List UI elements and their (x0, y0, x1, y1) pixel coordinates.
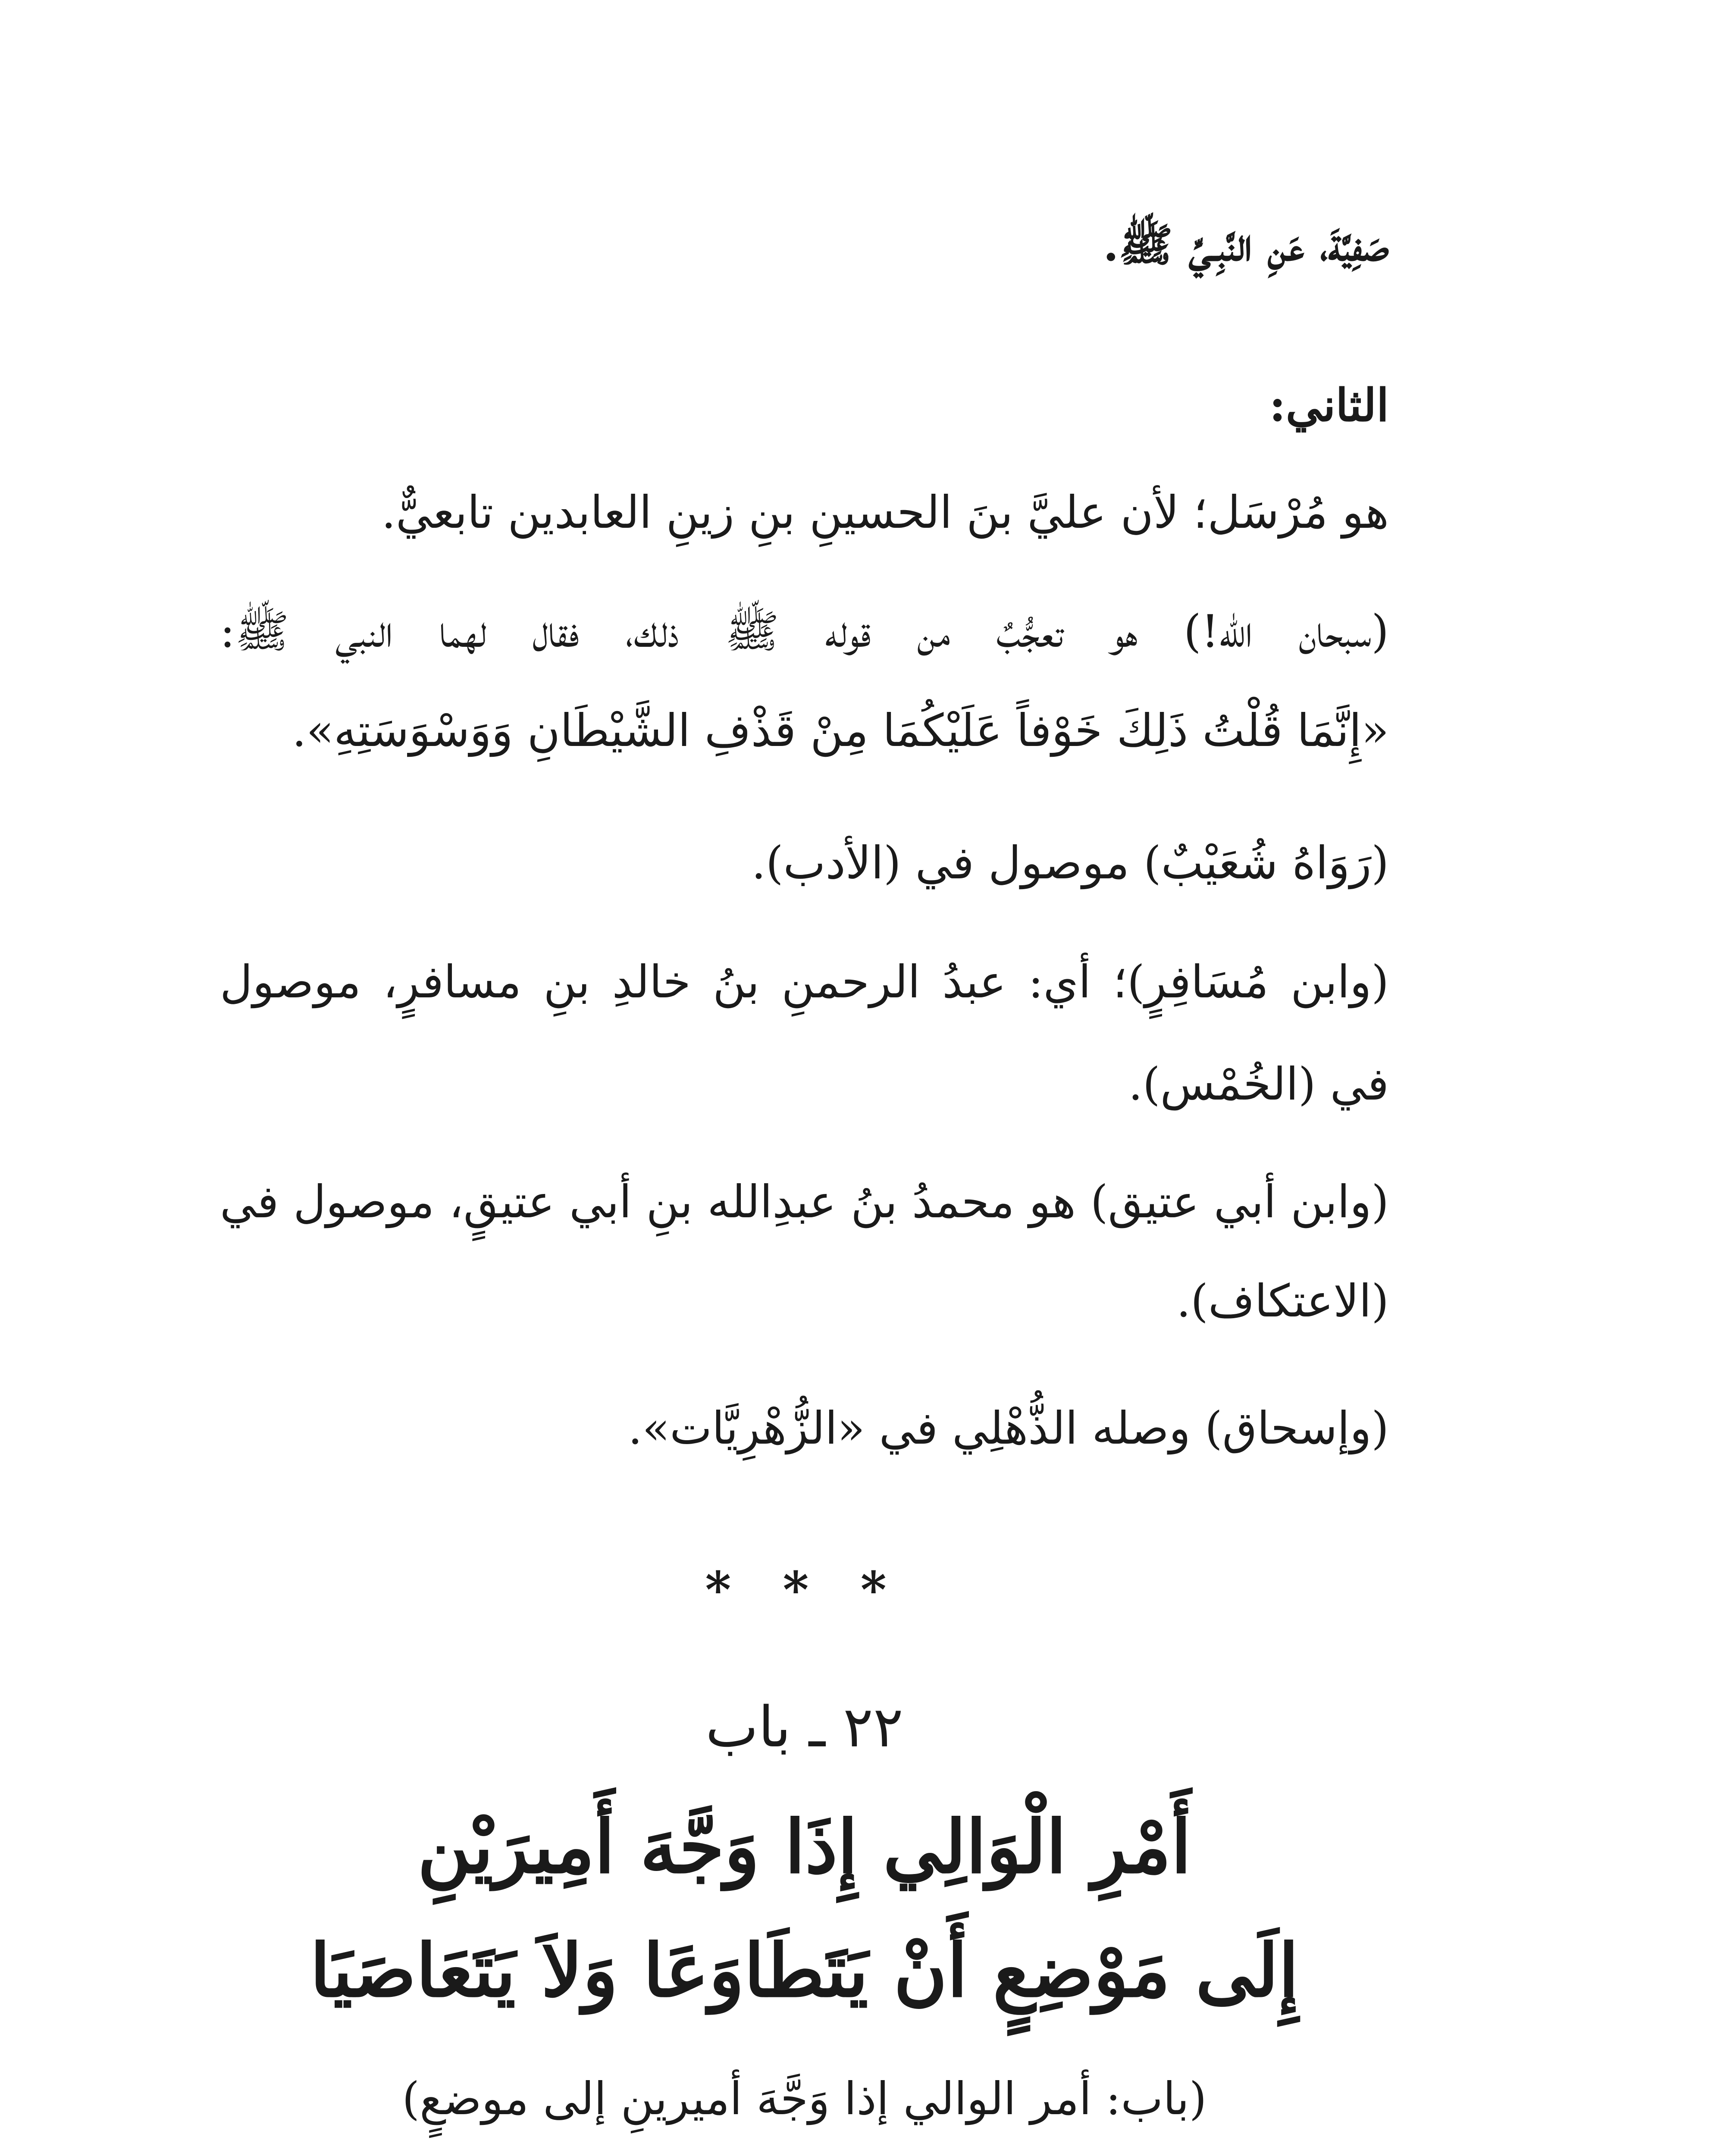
commentary-line: في (الخُمْس). (1128, 1058, 1389, 1110)
section-label-second: الثاني: (1269, 379, 1389, 432)
commentary-line: (رَوَاهُ شُعَيْبٌ) موصول في (الأدب). (751, 837, 1389, 889)
hadith-continuation-line: صَفِيَّةَ، عَنِ النَّبِـيِّ ﷺ. (1103, 218, 1389, 271)
section-divider-stars: * * * (705, 1561, 904, 1619)
quoted-hadith-line: «إِنَّمَا قُلْتُ ذَلِكَ خَوْفاً عَلَيْكُمَا مِنْ قَذْفِ الشَّيْطَانِ وَوَسْوَسَتِهِ». (292, 704, 1389, 757)
commentary-line: (الاعتكاف). (1176, 1275, 1389, 1327)
chapter-number: ٢٢ ـ باب (705, 1694, 903, 1760)
commentary-line: (وابن أبي عتيق) هو محمدُ بنُ عبدِالله بنِ أبي عتيقٍ، موصول في (220, 1175, 1389, 1228)
commentary-line: (وابن مُسَافِرٍ)؛ أي: عبدُ الرحمنِ بنُ خالدِ بنِ مسافرٍ، موصول (220, 956, 1389, 1008)
commentary-line: (سبحان الله!) هو تعجُّبٌ من قوله ﷺ ذلك، فقال لهما النبي ﷺ: (220, 605, 1389, 658)
commentary-line: (وإسحاق) وصله الذُّهْلِي في «الزُّهْرِيَّات». (628, 1402, 1389, 1454)
chapter-title-line: أَمْرِ الْوَالِي إِذَا وَجَّهَ أَمِيرَيْنِ (417, 1804, 1191, 1890)
chapter-title-line: إِلَى مَوْضِعٍ أَنْ يَتَطَاوَعَا وَلاَ يَتَعَاصَيَا (310, 1927, 1299, 2013)
chapter-subtitle: (باب: أمر الوالي إذا وَجَّهَ أميرينِ إلى موضعٍ) (402, 2072, 1207, 2125)
commentary-line: هو مُرْسَل؛ لأن عليَّ بنَ الحسينِ بنِ زينِ العابدين تابعيٌّ. (381, 486, 1389, 539)
